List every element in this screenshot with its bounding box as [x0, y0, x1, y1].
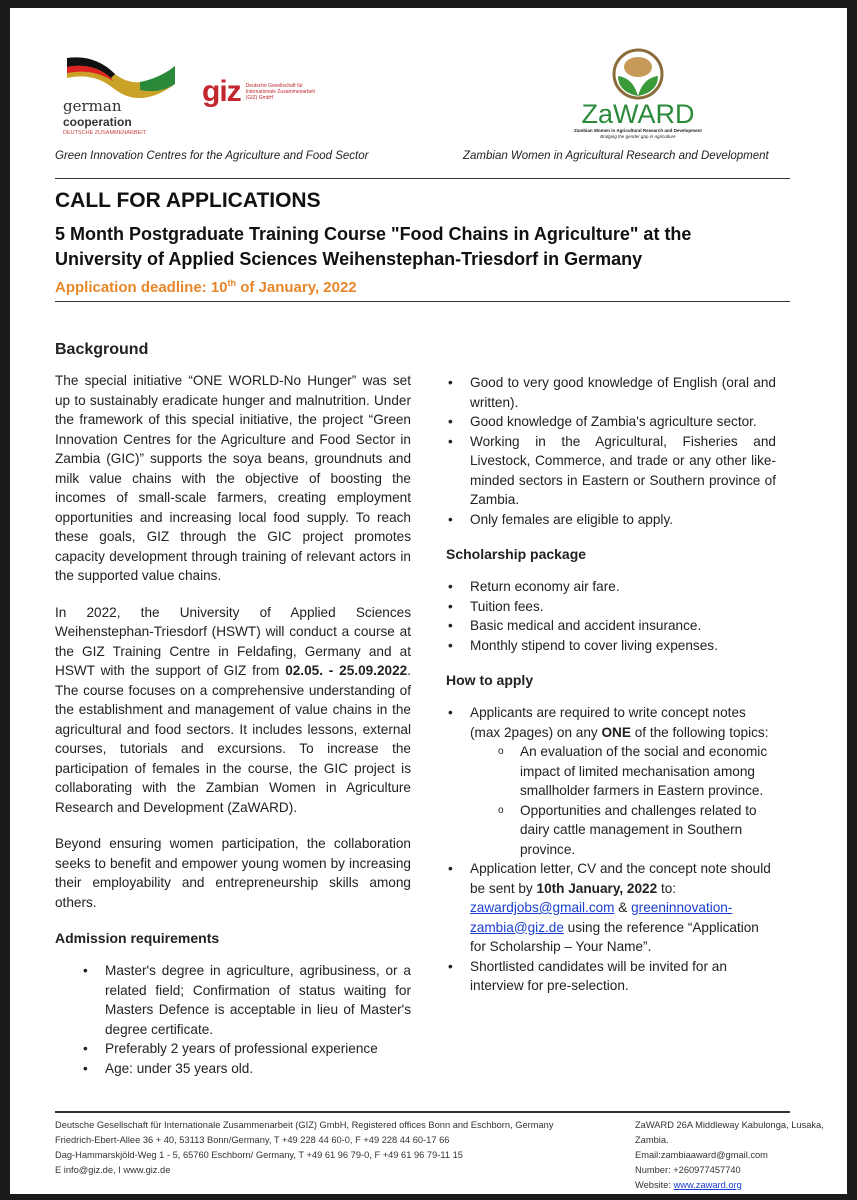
deadline-sup: th: [227, 278, 237, 288]
zaward-email-link[interactable]: zawardjobs@gmail.com: [470, 900, 615, 915]
apply-text: Applicants are required to write concept notes (max 2pages) on any: [470, 705, 746, 740]
scholarship-list: [446, 577, 776, 655]
footer-line: Dag-Hammarskjöld-Weg 1 - 5, 65760 Eschborn/ Germany, T +49 61 96 79-0, F +49 61 96 79-11 15: [55, 1150, 463, 1160]
flag-ribbon-icon: [55, 54, 185, 98]
course-title-line2: University of Applied Sciences Weihenstephan-Triesdorf in Germany: [55, 249, 643, 269]
background-paragraph-3: Beyond ensuring women participation, the collaboration seeks to benefit and empower young women by increasing their employability and entrepreneurship skills among others.: [55, 836, 411, 910]
list-item: • Return economy air fare.: [446, 577, 776, 597]
deadline-text-end: of January, 2022: [236, 279, 357, 296]
website-link[interactable]: www.zaward.org: [673, 1180, 742, 1190]
giz-wordmark: giz: [202, 75, 241, 108]
title-divider: [55, 301, 790, 302]
page-title: CALL FOR APPLICATIONS: [55, 189, 321, 212]
list-item: • Good knowledge of Zambia's agriculture sector.: [446, 412, 776, 432]
footer-line: ZaWARD 26A Middleway Kabulonga, Lusaka, Zambia.: [635, 1120, 824, 1145]
p2-text: In 2022, the University of Applied Sciences Weihenstephan-Triesdorf (HSWT) will conduct a course at the GIZ Training Centre in Feldafing, Germany and at HSWT with the support of GIZ from: [55, 604, 411, 678]
website-label: Website:: [635, 1180, 674, 1190]
zaward-logo: [558, 48, 718, 140]
list-item: • Good to very good knowledge of English (oral and written).: [446, 373, 776, 412]
german-text: german: [63, 97, 122, 115]
deadline-text: Application deadline: 10: [55, 279, 228, 296]
german-cooperation-logo: [55, 54, 195, 142]
zaward-caption: Zambian Women in Agricultural Research and Development: [463, 150, 769, 162]
admission-list: [81, 961, 411, 1078]
footer-zaward: [635, 1118, 835, 1193]
giz-email-link[interactable]: greeninnovation-zambia@giz.de: [470, 900, 733, 935]
apply-bold: ONE: [601, 724, 631, 740]
zaward-leaf-icon: [603, 48, 673, 100]
left-column: [55, 341, 411, 1078]
how-to-apply-heading: How to apply: [446, 672, 534, 688]
list-item: • Tuition fees.: [446, 597, 776, 617]
zaward-tagline: Bridging the gender gap in Agriculture: [600, 134, 676, 139]
background-heading: Background: [55, 341, 149, 358]
scholarship-heading: Scholarship package: [446, 546, 587, 562]
footer-line: Deutsche Gesellschaft für Internationale Zusammenarbeit (GIZ) GmbH, Registered offices Bonn and Eschborn, Germany: [55, 1120, 554, 1130]
application-deadline: [55, 278, 357, 297]
apply-text: to:: [657, 880, 677, 896]
list-item: • Shortlisted candidates will be invited for an interview for pre-selection.: [446, 957, 776, 996]
list-item: • Monthly stipend to cover living expenses.: [446, 636, 776, 656]
course-title-line1: 5 Month Postgraduate Training Course "Food Chains in Agriculture" at the: [55, 224, 692, 244]
admission-heading: Admission requirements: [55, 930, 220, 946]
apply-text-end: of the following topics:: [630, 724, 769, 740]
cooperation-text: cooperation: [63, 115, 132, 129]
footer-line: Friedrich-Ebert-Allee 36 + 40, 53113 Bonn/Germany, T +49 228 44 60-0, F +49 228 44 60-17 66: [55, 1135, 450, 1145]
document-page: [10, 8, 847, 1194]
p2-text-end: . The course focuses on a comprehensive understanding of the establishment and management of value chains in the agricultural and food sectors. It includes lessons, external courses, tutorials and excursions. To increase the participation of females in the course, the GIC project is collaborating with the Zambian Women in Agriculture Research and Development (ZaWARD).: [55, 663, 411, 815]
zaward-subtitle: Zambian Women in Agricultural Research and Development: [574, 128, 702, 133]
admission-list-continued: [446, 373, 776, 529]
topic-item: o Opportunities and challenges related to dairy cattle management in Southern province.: [496, 801, 776, 860]
footer-giz: [55, 1118, 615, 1178]
background-paragraph-1: The special initiative “ONE WORLD-No Hunger” was set up to sustainably eradicate hunger and malnutrition. Under the framework of this special initiative, the project “Green Innovation Centres for the Agriculture and Food Sector in Zambia (GIC)” supports the soya beans, groundnuts and milk value chains with the objective of boosting the incomes of small-scale farmers, creating employment opportunities and increasing local food supply. To reach these goals, GIZ through the GIC project promotes capacity development through training of relevant actors in the supported value chains.: [55, 373, 411, 583]
topics-list: [446, 742, 776, 859]
footer-divider: [55, 1111, 790, 1113]
header-divider: [55, 178, 790, 179]
list-item: • Basic medical and accident insurance.: [446, 616, 776, 636]
list-item: [446, 859, 776, 957]
list-item: • Working in the Agricultural, Fisheries and Livestock, Commerce, and trade or any other like-minded sectors in Eastern or Southern province of Zambia.: [446, 432, 776, 510]
footer-line: E info@giz.de, I www.giz.de: [55, 1165, 171, 1175]
zaward-wordmark: ZaWARD: [581, 99, 695, 129]
apply-text: Application letter, CV and the concept note should be sent by: [470, 861, 771, 896]
amp: &: [614, 900, 632, 915]
topic-item: o An evaluation of the social and economic impact of limited mechanisation among smallholder farmers in Eastern province.: [496, 742, 776, 801]
list-item: [446, 703, 776, 859]
giz-logo: [202, 76, 316, 108]
apply-bold: 10th January, 2022: [536, 880, 658, 896]
right-column: [446, 373, 776, 996]
course-dates: 02.05. - 25.09.2022: [285, 663, 408, 678]
apply-list: [446, 703, 776, 996]
list-item: • Only females are eligible to apply.: [446, 510, 776, 530]
list-item: • Age: under 35 years old.: [81, 1059, 411, 1079]
background-paragraph-2: [55, 603, 411, 818]
list-item: • Master's degree in agriculture, agribusiness, or a related field; Confirmation of status waiting for Masters Defence is acceptable in lieu of Master's degree certificate.: [81, 961, 411, 1039]
zusammenarbeit-text: DEUTSCHE ZUSAMMENARBEIT: [63, 130, 147, 136]
list-item: • Preferably 2 years of professional experience: [81, 1039, 411, 1059]
giz-caption: Green Innovation Centres for the Agriculture and Food Sector: [55, 150, 369, 162]
footer-line: Email:zambiaaward@gmail.com: [635, 1150, 768, 1160]
apply-text-end: using the reference “Application for Scholarship – Your Name”.: [470, 919, 759, 954]
footer-line: Number: +260977457740: [635, 1165, 741, 1175]
giz-text: Deutsche Gesellschaft für Internationale Zusammenarbeit (GIZ) GmbH: [245, 83, 315, 101]
